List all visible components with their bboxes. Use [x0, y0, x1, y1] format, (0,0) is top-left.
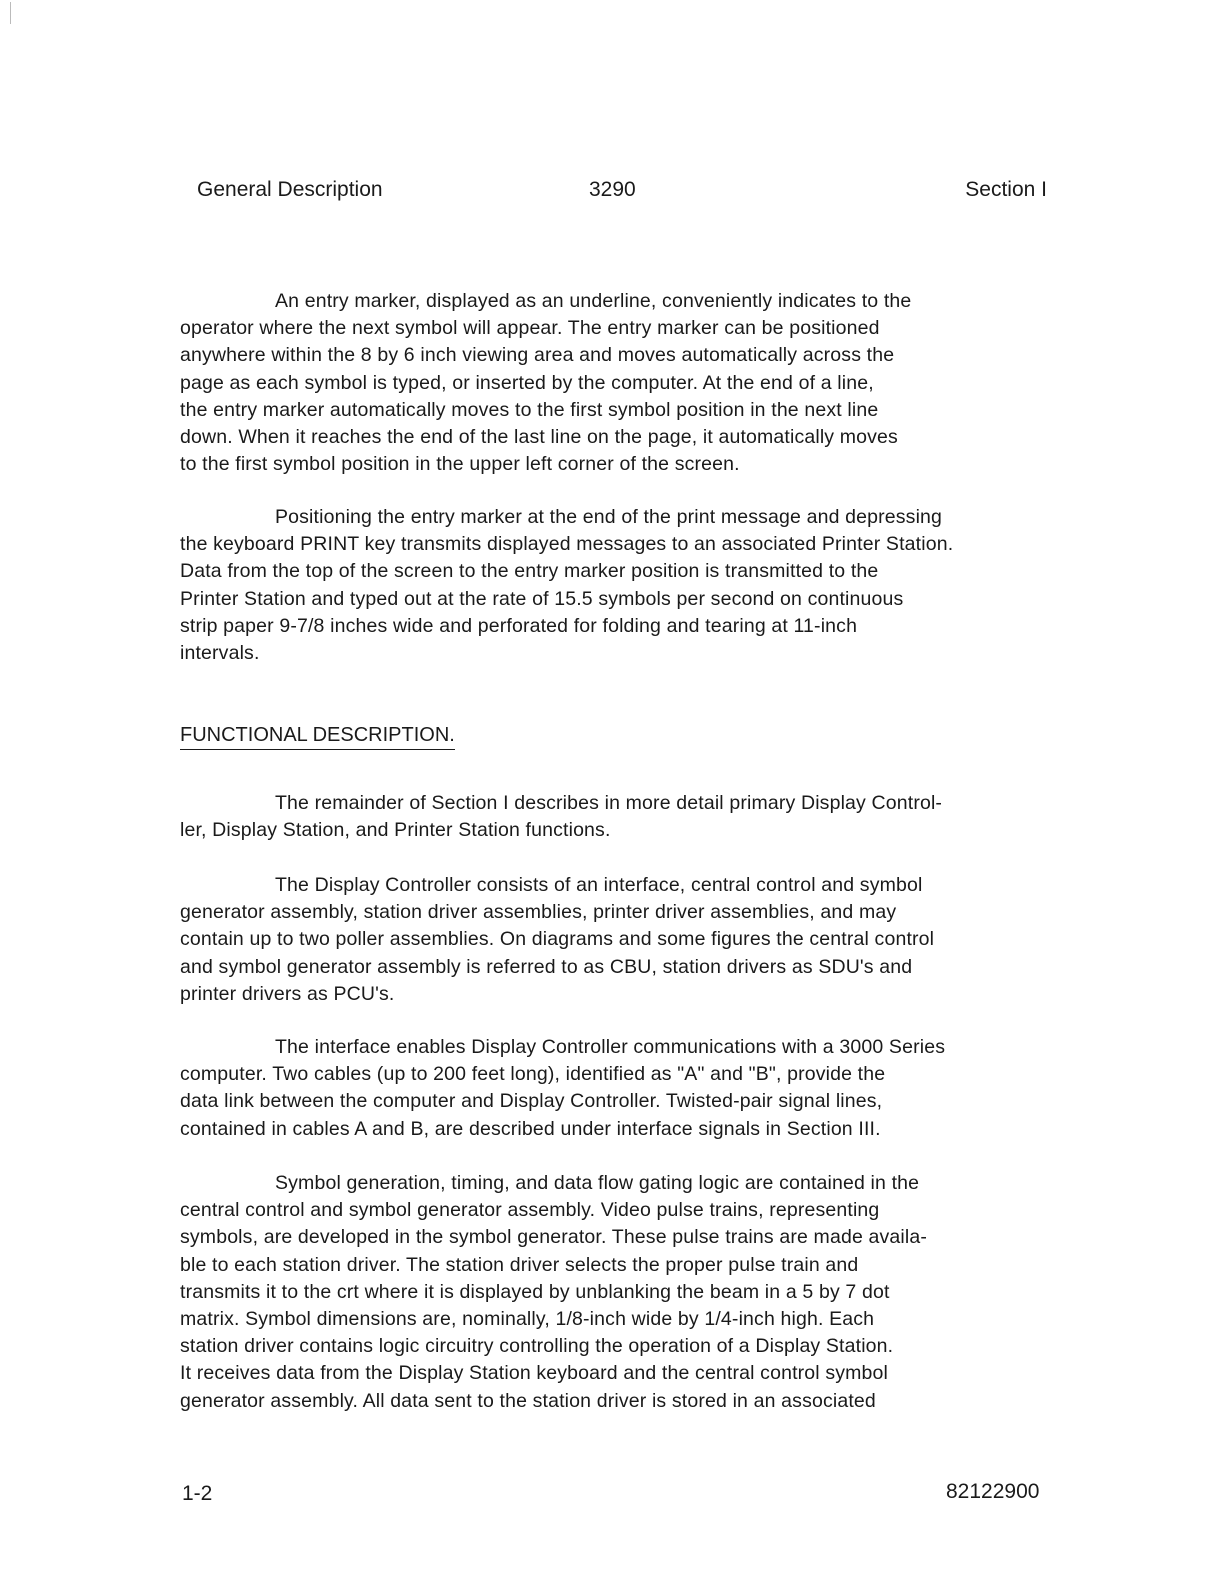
paragraph-printing — [180, 504, 1060, 667]
text-line: data link between the computer and Display Controller. Twisted-pair signal lines, — [180, 1090, 883, 1113]
paragraph-symbol-generation — [180, 1170, 1060, 1415]
text-line: contain up to two poller assemblies. On diagrams and some figures the central control — [180, 928, 935, 951]
text-line: Printer Station and typed out at the rate of 15.5 symbols per second on continuous — [180, 587, 904, 610]
text-line: Positioning the entry marker at the end of the print message and depressing — [275, 506, 943, 528]
text-line: generator assembly. All data sent to the station driver is stored in an associated — [180, 1389, 876, 1412]
margin-mark — [10, 2, 11, 24]
header-model-number: 3290 — [589, 178, 636, 201]
text-line: the keyboard PRINT key transmits displayed messages to an associated Printer Station. — [180, 533, 954, 556]
text-line: ble to each station driver. The station driver selects the proper pulse train and — [180, 1253, 859, 1276]
page-header — [197, 178, 1047, 208]
section-heading: FUNCTIONAL DESCRIPTION. — [180, 721, 455, 750]
text-line: page as each symbol is typed, or inserted by the computer. At the end of a line, — [180, 371, 874, 394]
text-line: the entry marker automatically moves to the first symbol position in the next line — [180, 398, 879, 421]
text-line: An entry marker, displayed as an underline, conveniently indicates to the — [275, 290, 912, 312]
paragraph-interface — [180, 1034, 1060, 1143]
paragraph-entry-marker — [180, 288, 1060, 478]
text-line: to the first symbol position in the upper left corner of the screen. — [180, 453, 740, 476]
text-line: station driver contains logic circuitry controlling the operation of a Display Station. — [180, 1335, 894, 1358]
text-line: generator assembly, station driver assemblies, printer driver assemblies, and may — [180, 901, 897, 924]
text-line: down. When it reaches the end of the last line on the page, it automatically moves — [180, 426, 898, 449]
text-line: transmits it to the crt where it is displayed by unblanking the beam in a 5 by 7 dot — [180, 1280, 890, 1303]
text-line: printer drivers as PCU's. — [180, 982, 395, 1005]
text-line: intervals. — [180, 642, 260, 665]
paragraph-display-controller — [180, 872, 1060, 1008]
text-line: contained in cables A and B, are described under interface signals in Section III. — [180, 1117, 881, 1140]
document-number: 82122900 — [946, 1480, 1040, 1503]
text-line: The remainder of Section I describes in more detail primary Display Control- — [275, 792, 943, 814]
text-line: It receives data from the Display Station keyboard and the central control symbol — [180, 1362, 888, 1385]
text-line: central control and symbol generator assembly. Video pulse trains, representing — [180, 1199, 880, 1222]
paragraph-remainder — [180, 790, 1060, 844]
header-title: General Description — [197, 178, 383, 201]
text-line: and symbol generator assembly is referred to as CBU, station drivers as SDU's and — [180, 955, 913, 978]
text-line: ler, Display Station, and Printer Station functions. — [180, 819, 611, 842]
text-line: computer. Two cables (up to 200 feet long), identified as "A" and "B", provide the — [180, 1063, 886, 1086]
text-line: symbols, are developed in the symbol generator. These pulse trains are made availa- — [180, 1226, 927, 1249]
header-section: Section I — [965, 178, 1047, 201]
text-line: The interface enables Display Controller communications with a 3000 Series — [275, 1036, 946, 1058]
text-line: The Display Controller consists of an interface, central control and symbol — [275, 874, 923, 896]
text-line: anywhere within the 8 by 6 inch viewing area and moves automatically across the — [180, 344, 895, 367]
text-line: strip paper 9-7/8 inches wide and perforated for folding and tearing at 11-inch — [180, 614, 858, 637]
page-number: 1-2 — [182, 1482, 213, 1505]
text-line: Data from the top of the screen to the entry marker position is transmitted to the — [180, 560, 879, 583]
text-line: Symbol generation, timing, and data flow gating logic are contained in the — [275, 1172, 920, 1194]
text-line: matrix. Symbol dimensions are, nominally, 1/8-inch wide by 1/4-inch high. Each — [180, 1308, 875, 1331]
text-line: operator where the next symbol will appear. The entry marker can be positioned — [180, 317, 880, 340]
